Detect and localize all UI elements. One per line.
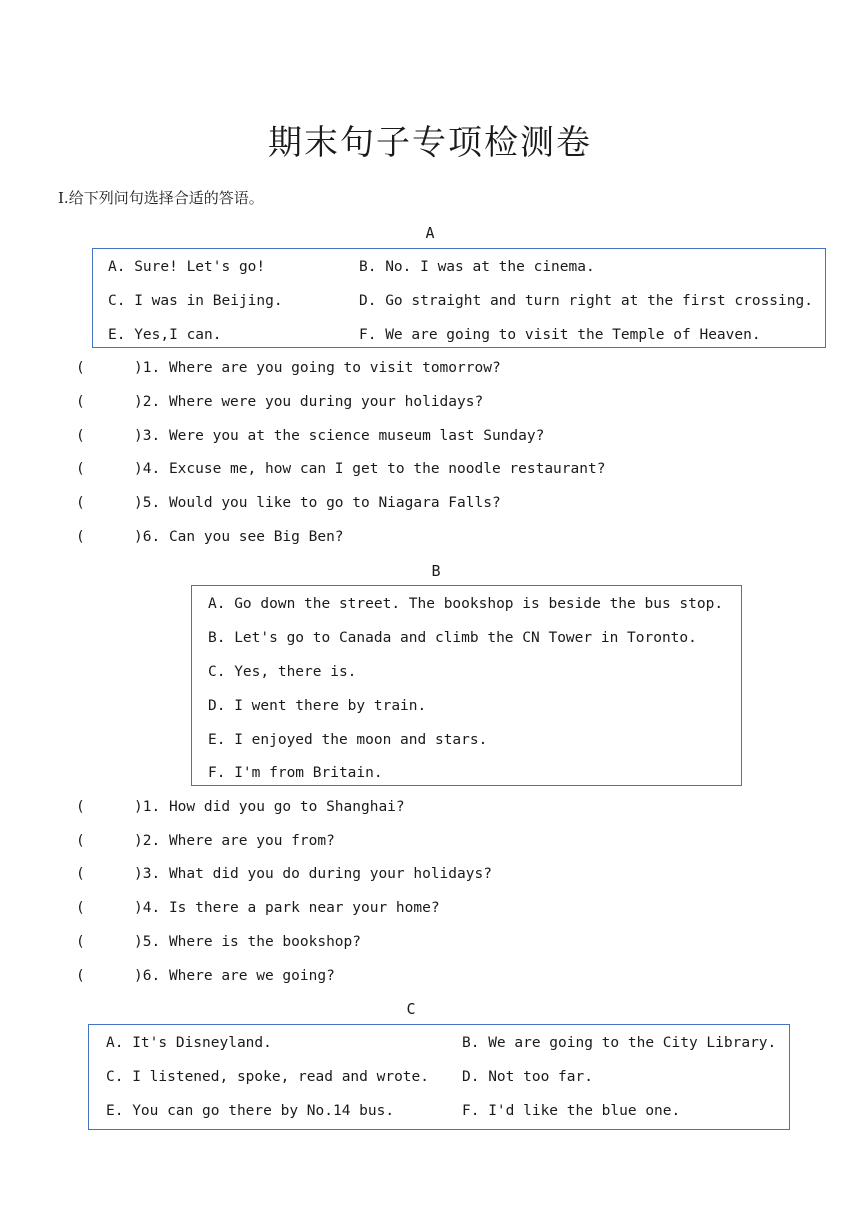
- answer-blank[interactable]: (: [76, 934, 85, 950]
- part-a-option-f: F. We are going to visit the Temple of Heaven.: [359, 327, 761, 343]
- part-a-option-d: D. Go straight and turn right at the first crossing.: [359, 293, 813, 309]
- part-b-question: ( )5. Where is the bookshop?: [76, 934, 361, 950]
- part-b-question: ( )1. How did you go to Shanghai?: [76, 799, 405, 815]
- answer-blank[interactable]: (: [76, 866, 85, 882]
- part-c-option-d: D. Not too far.: [462, 1069, 593, 1085]
- part-b-question: ( )3. What did you do during your holidays?: [76, 866, 492, 882]
- answer-blank[interactable]: (: [76, 394, 85, 410]
- part-a-question: ( )2. Where were you during your holidays?: [76, 394, 484, 410]
- part-b-option-e: E. I enjoyed the moon and stars.: [208, 732, 488, 748]
- answer-blank[interactable]: (: [76, 495, 85, 511]
- page-title: 期末句子专项检测卷: [268, 123, 592, 163]
- part-b-options-box: [191, 585, 742, 786]
- part-c-letter: C: [406, 1000, 416, 1018]
- answer-blank[interactable]: (: [76, 968, 85, 984]
- answer-blank[interactable]: (: [76, 360, 85, 376]
- answer-blank[interactable]: (: [76, 461, 85, 477]
- part-c-option-c: C. I listened, spoke, read and wrote.: [106, 1069, 430, 1085]
- part-a-option-b: B. No. I was at the cinema.: [359, 259, 595, 275]
- part-a-question: ( )6. Can you see Big Ben?: [76, 529, 344, 545]
- answer-blank[interactable]: (: [76, 799, 85, 815]
- part-a-option-a: A. Sure! Let's go!: [108, 259, 266, 275]
- part-a-letter: A: [425, 224, 435, 242]
- part-c-option-b: B. We are going to the City Library.: [462, 1035, 777, 1051]
- part-c-option-e: E. You can go there by No.14 bus.: [106, 1103, 395, 1119]
- part-a-option-c: C. I was in Beijing.: [108, 293, 283, 309]
- part-b-option-a: A. Go down the street. The bookshop is beside the bus stop.: [208, 596, 724, 612]
- part-b-question: ( )4. Is there a park near your home?: [76, 900, 440, 916]
- part-a-option-e: E. Yes,I can.: [108, 327, 222, 343]
- answer-blank[interactable]: (: [76, 428, 85, 444]
- part-b-letter: B: [431, 562, 441, 580]
- part-b-option-b: B. Let's go to Canada and climb the CN Tower in Toronto.: [208, 630, 697, 646]
- part-b-option-f: F. I'm from Britain.: [208, 765, 383, 781]
- section-heading: Ⅰ.给下列问句选择合适的答语。: [58, 189, 264, 207]
- part-a-question: ( )5. Would you like to go to Niagara Falls?: [76, 495, 501, 511]
- part-b-option-d: D. I went there by train.: [208, 698, 427, 714]
- part-a-question: ( )1. Where are you going to visit tomorrow?: [76, 360, 501, 376]
- part-b-question: ( )6. Where are we going?: [76, 968, 335, 984]
- part-b-option-c: C. Yes, there is.: [208, 664, 357, 680]
- answer-blank[interactable]: (: [76, 529, 85, 545]
- answer-blank[interactable]: (: [76, 833, 85, 849]
- part-a-question: ( )3. Were you at the science museum last Sunday?: [76, 428, 545, 444]
- part-c-option-a: A. It's Disneyland.: [106, 1035, 272, 1051]
- part-c-option-f: F. I'd like the blue one.: [462, 1103, 681, 1119]
- answer-blank[interactable]: (: [76, 900, 85, 916]
- part-b-question: ( )2. Where are you from?: [76, 833, 335, 849]
- part-a-question: ( )4. Excuse me, how can I get to the noodle restaurant?: [76, 461, 606, 477]
